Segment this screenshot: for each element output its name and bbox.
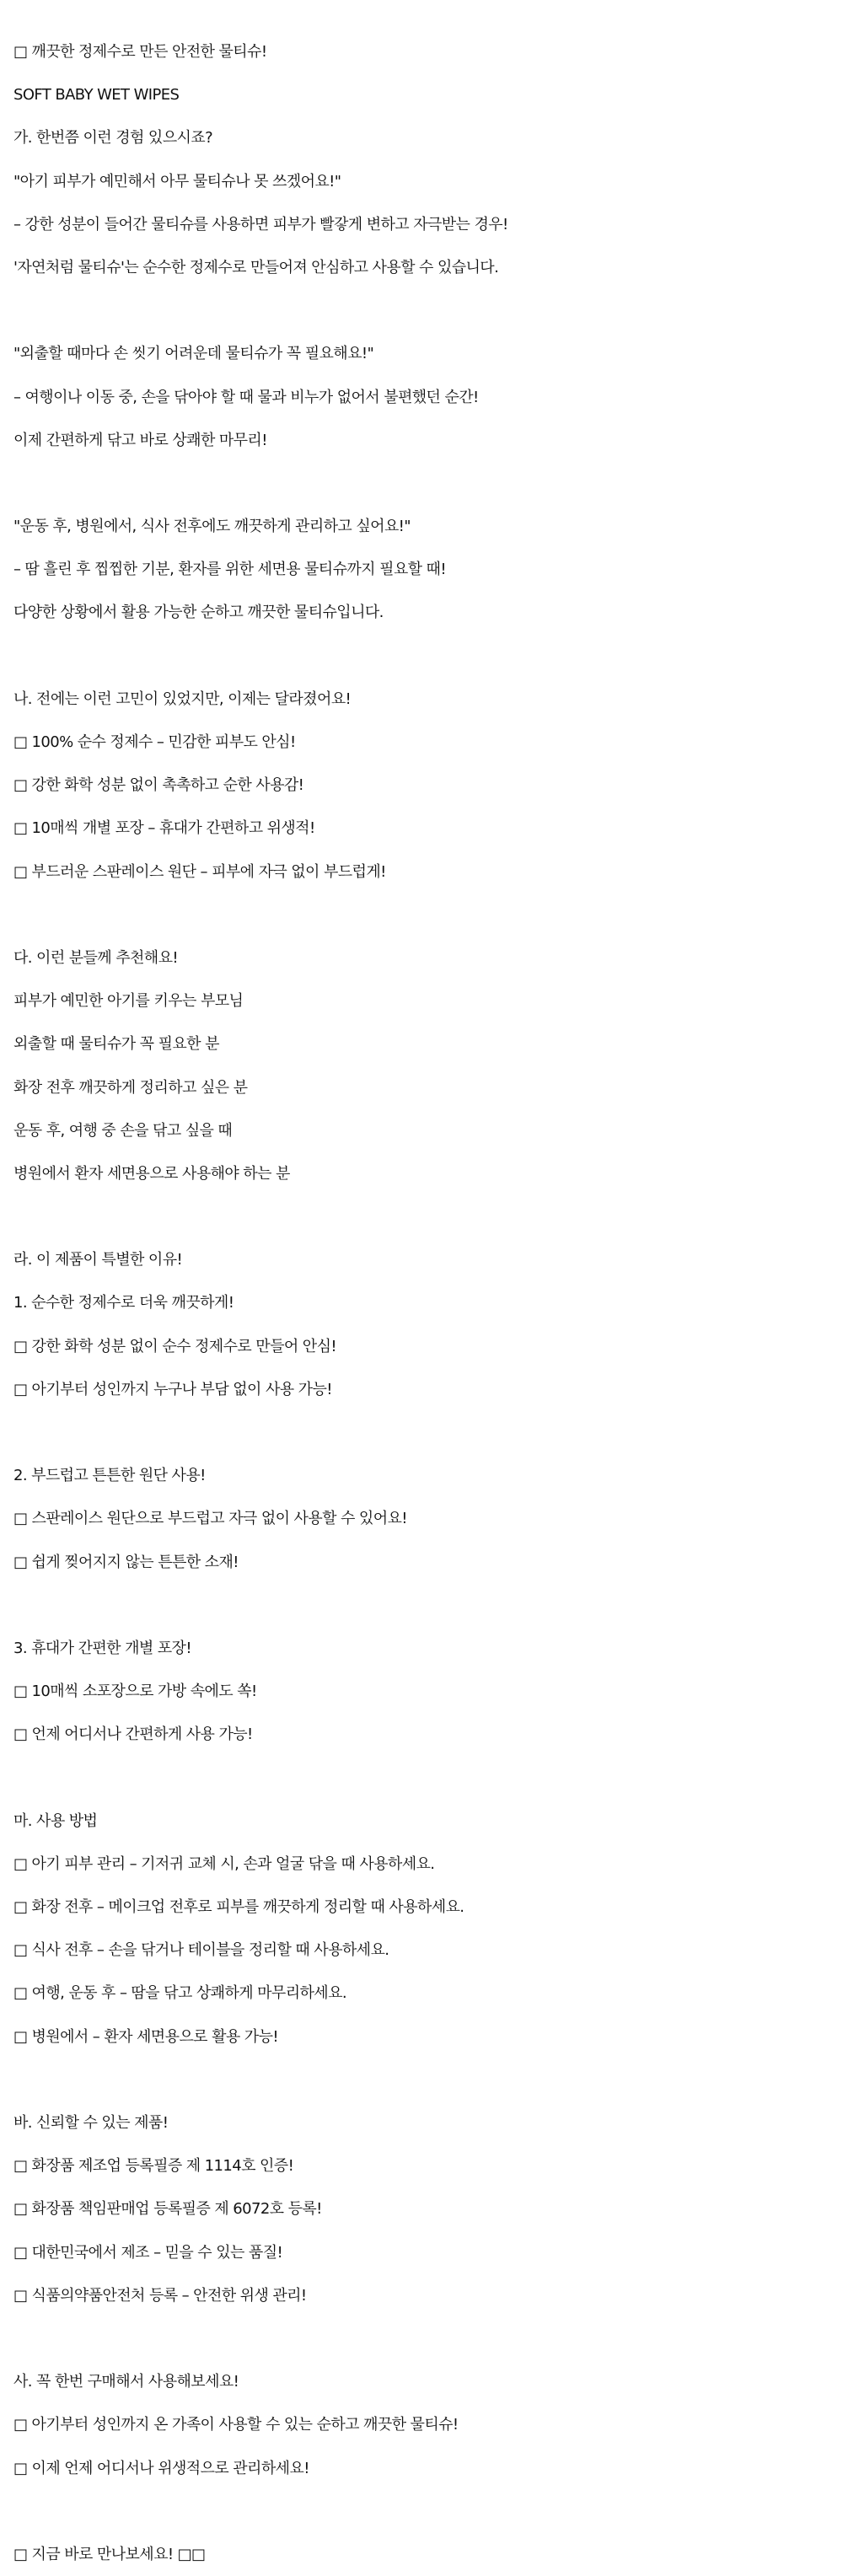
section-gap: [13, 635, 843, 678]
text-line: □ 아기 피부 관리 – 기저귀 교체 시, 손과 얼굴 닦을 때 사용하세요.: [13, 1854, 435, 1873]
text-line: □ 화장 전후 – 메이크업 전후로 피부를 깨끗하게 정리할 때 사용하세요.: [13, 1898, 464, 1917]
text-line: "운동 후, 병원에서, 식사 전후에도 깨끗하게 관리하고 싶어요!": [13, 518, 411, 536]
section-changes: [13, 678, 843, 894]
section-buy: [13, 2360, 843, 2490]
text-line: □ 강한 화학 성분 없이 순수 정제수로 만들어 안심!: [13, 1337, 336, 1355]
text-line: □ 여행, 운동 후 – 땀을 닦고 상쾌하게 마무리하세요.: [13, 1984, 346, 2003]
text-line: □ 화장품 책임판매업 등록필증 제 6072호 등록!: [13, 2200, 322, 2219]
text-line: 사. 꼭 한번 구매해서 사용해보세요!: [13, 2373, 239, 2391]
text-line: □ 언제 어디서나 간편하게 사용 가능!: [13, 1725, 253, 1744]
section-gap: [13, 1757, 843, 1800]
text-line: 마. 사용 방법: [13, 1811, 98, 1830]
text-line: 외출할 때 물티슈가 꼭 필요한 분: [13, 1035, 219, 1054]
section-usage: [13, 1800, 843, 2058]
section-packaging: [13, 1627, 843, 1757]
text-line: – 강한 성분이 들어간 물티슈를 사용하면 피부가 빨갛게 변하고 자극받는 경우!: [13, 215, 508, 233]
text-line: □ 대한민국에서 제조 – 믿을 수 있는 품질!: [13, 2243, 283, 2262]
section-gap: [13, 894, 843, 936]
text-line: 화장 전후 깨끗하게 정리하고 싶은 분: [13, 1078, 248, 1097]
section-gap: [13, 2490, 843, 2533]
text-line: □ 병원에서 – 환자 세면용으로 활용 가능!: [13, 2027, 278, 2046]
text-line: 나. 전에는 이런 고민이 있었지만, 이제는 달라졌어요!: [13, 690, 352, 708]
text-line: □ 식품의약품안전처 등록 – 안전한 위생 관리!: [13, 2286, 307, 2305]
text-line: 다. 이런 분들께 추천해요!: [13, 948, 178, 967]
text-line: 운동 후, 여행 중 손을 닦고 싶을 때: [13, 1121, 233, 1140]
text-line: □ 쉽게 찢어지지 않는 튼튼한 소재!: [13, 1553, 239, 1571]
text-line: SOFT BABY WET WIPES: [13, 86, 180, 105]
text-line: □ 스판레이스 원단으로 부드럽고 자극 없이 사용할 수 있어요!: [13, 1510, 407, 1528]
section-gap: [13, 1195, 843, 1238]
text-line: □ 이제 언제 어디서나 위생적으로 관리하세요!: [13, 2459, 309, 2477]
section-gap: [13, 1411, 843, 1454]
text-line: "외출할 때마다 손 씻기 어려운데 물티슈가 꼭 필요해요!": [13, 345, 374, 363]
text-line: □ 강한 화학 성분 없이 촉촉하고 순한 사용감!: [13, 776, 304, 795]
text-line: □ 아기부터 성인까지 누구나 부담 없이 사용 가능!: [13, 1380, 332, 1398]
section-trust: [13, 2101, 843, 2317]
text-line: 병원에서 환자 세면용으로 사용해야 하는 분: [13, 1164, 290, 1183]
text-line: □ 식사 전후 – 손을 닦거나 테이블을 정리할 때 사용하세요.: [13, 1941, 389, 1960]
text-line: □ 화장품 제조업 등록필증 제 1114호 인증!: [13, 2157, 294, 2176]
text-line: 3. 휴대가 간편한 개별 포장!: [13, 1639, 191, 1657]
text-line: "아기 피부가 예민해서 아무 물티슈나 못 쓰겠어요!": [13, 172, 341, 191]
text-line: 바. 신뢰할 수 있는 제품!: [13, 2114, 169, 2132]
text-line: □ 100% 순수 정제수 – 민감한 피부도 안심!: [13, 733, 296, 751]
text-line: □ 10매씩 개별 포장 – 휴대가 간편하고 위생적!: [13, 819, 315, 838]
text-line: □ 깨끗한 정제수로 만든 안전한 물티슈!: [13, 43, 267, 61]
text-line: 다양한 상황에서 활용 가능한 순하고 깨끗한 물티슈입니다.: [13, 604, 384, 622]
section-closing: [13, 2533, 843, 2576]
section-special: [13, 1238, 843, 1411]
text-line: – 여행이나 이동 중, 손을 닦아야 할 때 물과 비누가 없어서 불편했던 순간!: [13, 388, 479, 406]
section-gap: [13, 289, 843, 332]
text-line: 라. 이 제품이 특별한 이유!: [13, 1251, 183, 1269]
text-line: 피부가 예민한 아기를 키우는 부모님: [13, 992, 244, 1011]
section-gap: [13, 2058, 843, 2101]
text-line: □ 아기부터 성인까지 온 가족이 사용할 수 있는 순하고 깨끗한 물티슈!: [13, 2416, 459, 2434]
section-gap: [13, 2317, 843, 2360]
section-exercise: [13, 505, 843, 635]
text-line: □ 10매씩 소포장으로 가방 속에도 쏙!: [13, 1682, 257, 1701]
text-line: □ 지금 바로 만나보세요! □□: [13, 2545, 206, 2563]
text-line: 2. 부드럽고 튼튼한 원단 사용!: [13, 1467, 206, 1485]
text-line: 1. 순수한 정제수로 더욱 깨끗하게!: [13, 1294, 234, 1312]
section-recommend: [13, 936, 843, 1195]
text-line: '자연처럼 물티슈'는 순수한 정제수로 만들어져 안심하고 사용할 수 있습니다.: [13, 258, 499, 276]
text-line: 이제 간편하게 닦고 바로 상쾌한 마무리!: [13, 431, 267, 449]
text-line: 가. 한번쯤 이런 경험 있으시죠?: [13, 129, 213, 148]
section-gap: [13, 1584, 843, 1627]
text-line: – 땀 흘린 후 찝찝한 기분, 환자를 위한 세면용 물티슈까지 필요할 때!: [13, 561, 446, 579]
section-gap: [13, 462, 843, 505]
text-line: □ 부드러운 스판레이스 원단 – 피부에 자극 없이 부드럽게!: [13, 862, 386, 881]
section-fabric: [13, 1454, 843, 1584]
section-intro: [13, 30, 843, 289]
section-outing: [13, 332, 843, 462]
